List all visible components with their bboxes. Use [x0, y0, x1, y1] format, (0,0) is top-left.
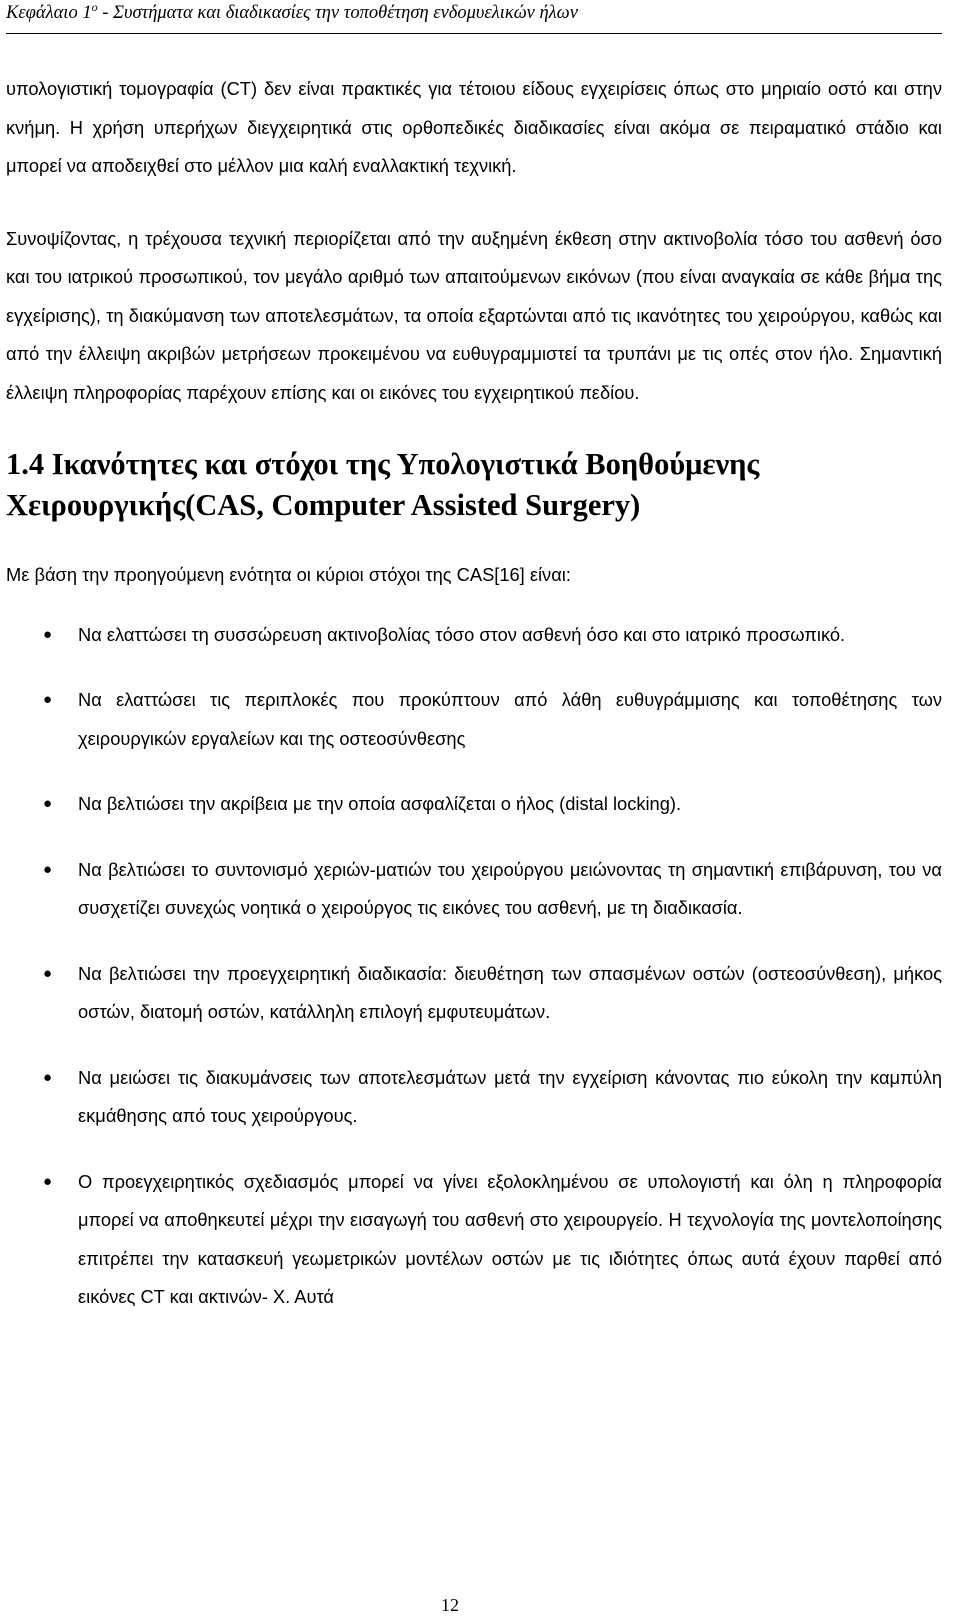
chapter-title: - Συστήματα και διαδικασίες την τοποθέτηση ενδομυελικών ήλων	[97, 3, 578, 23]
list-item	[6, 955, 942, 1032]
bullet-icon: ●	[43, 1068, 53, 1086]
list-item-text: Να βελτιώσει την ακρίβεια με την οποία ασφαλίζεται ο ήλος (distal locking).	[78, 793, 682, 814]
running-header	[6, 0, 946, 26]
list-item-text: Να βελτιώσει το συντονισμό χεριών-ματιών του χειρούργου μειώνοντας τη σημαντική επιβάρυνση, του να συσχετίζει συνεχώς νοητικά ο χειρούργος τις εικόνες του ασθενή, με τη διαδικασία.	[78, 858, 942, 918]
chapter-prefix: Κεφάλαιο 1	[6, 3, 92, 23]
list-item-text: Να βελτιώσει την προεγχειρητική διαδικασία: διευθέτηση των σπασμένων οστών (οστεοσύνθεση), μήκος οστών, διατομή οστών, κατάλληλη επιλογή εμφυτευμάτων.	[78, 962, 942, 1022]
chapter-ordinal-sup: ο	[91, 0, 98, 14]
section-heading: 1.4 Ικανότητες και στόχοι της Υπολογιστικά Βοηθούμενης Χειρουργικής(CAS, Computer Assisted Surgery)	[6, 447, 760, 522]
list-item	[6, 681, 942, 758]
bullet-icon: ●	[43, 860, 53, 878]
list-item	[6, 851, 942, 928]
header-rule	[6, 33, 942, 34]
paragraph: υπολογιστική τομογραφία (CT) δεν είναι πρακτικές για τέτοιου είδους εγχειρίσεις όπως στο μηριαίο οστό και στην κνήμη. Η χρήση υπερήχων διεγχειρητικά στις ορθοπεδικές διαδικασίες είναι ακόμα σε πειραματικό στάδιο και μπορεί να αποδειχθεί στο μέλλον μια καλή εναλλακτική τεχνική.	[6, 78, 942, 176]
bullet-icon: ●	[43, 691, 53, 708]
paragraph: Συνοψίζοντας, η τρέχουσα τεχνική περιορίζεται από την αυξημένη έκθεση στην ακτινοβολία τόσο του ασθενή όσο και του ιατρικού προσωπικού, τον μεγάλο αριθμό των απαιτούμενων εικόνων (που είναι αναγκαία σε κάθε βήμα της εγχείρισης), τη διακύμανση των αποτελεσμάτων, τα οποία εξαρτώνται από τις ικανότητες του χειρούργου, καθώς και από την έλλειψη ακριβών μετρήσεων προκειμένου να ευθυγραμμιστεί τα τρυπάνι με τις οπές στον ήλο. Σημαντική έλλειψη πληροφορίας παρέχουν επίσης και οι εικόνες του εγχειρητικού πεδίου.	[6, 227, 942, 403]
list-item-text: Να μειώσει τις διακυμάνσεις των αποτελεσμάτων μετά την εγχείριση κάνοντας πιο εύκολη την καμπύλη εκμάθησης από τους χειρούργους.	[78, 1066, 942, 1126]
list-item-text: Να ελαττώσει τις περιπλοκές που προκύπτουν από λάθη ευθυγράμμισης και τοποθέτησης των χειρουργικών εργαλείων και της οστεοσύνθεσης	[78, 689, 942, 749]
list-item-text: Να ελαττώσει τη συσσώρευση ακτινοβολίας τόσο στον ασθενή όσο και στο ιατρικό προσωπικό.	[78, 623, 846, 645]
list-item	[6, 785, 942, 824]
list-item	[6, 616, 942, 655]
bullet-icon: ●	[43, 964, 53, 982]
list-item-text: Ο προεγχειρητικός σχεδιασμός μπορεί να γίνει εξολοκλημένου σε υπολογιστή και όλη η πληροφορία μπορεί να αποθηκευτεί μέχρι την εισαγωγή του ασθενή στο χειρουργείο. Η τεχνολογία της μοντελοποίησης επιτρέπει την κατασκευή γεωμετρικών μοντέλων οστών με τις ιδιότητες όπως αυτά έχουν παρθεί από εικόνες CT και ακτινών- Χ. Αυτά	[78, 1170, 942, 1307]
document-body	[6, 70, 942, 1344]
section-intro: Με βάση την προηγούμενη ενότητα οι κύριοι στόχοι της CAS[16] είναι:	[6, 564, 571, 585]
list-item	[6, 1163, 942, 1317]
page-number: 12	[441, 1595, 459, 1615]
goals-list	[6, 616, 942, 1317]
list-item	[6, 1059, 942, 1136]
bullet-icon: ●	[43, 625, 53, 643]
bullet-icon: ●	[43, 795, 53, 812]
bullet-icon: ●	[43, 1172, 53, 1190]
